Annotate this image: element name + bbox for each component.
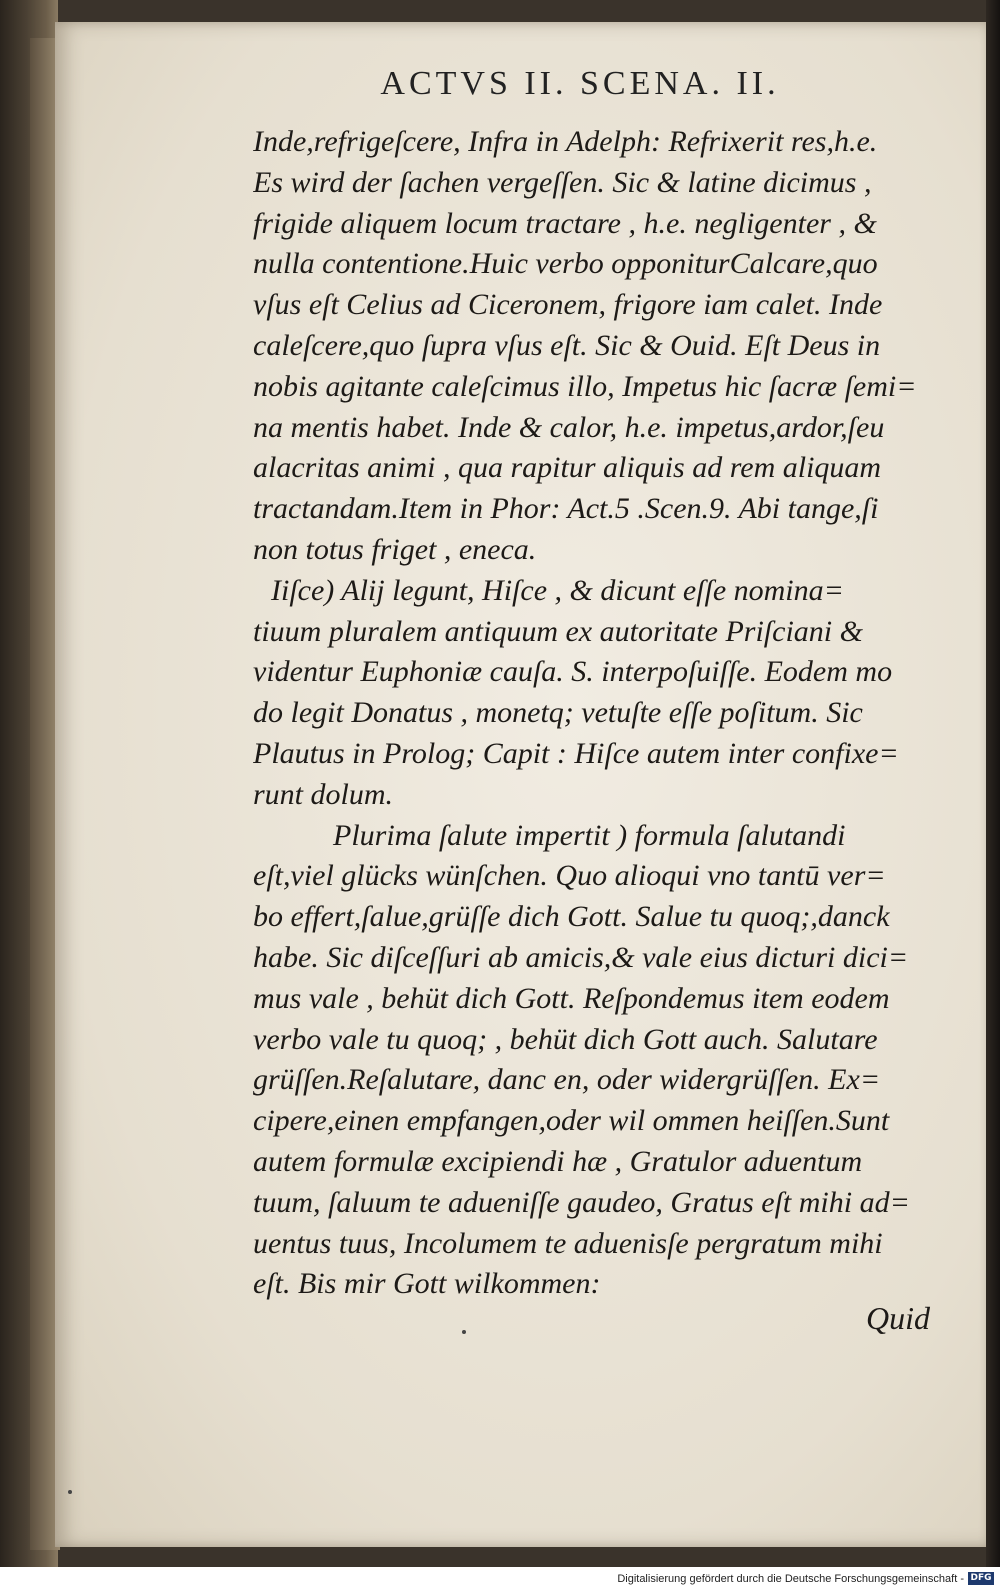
- text-line: Iiſce) Alij legunt, Hiſce , & dicunt eſſe nomina=: [271, 573, 844, 607]
- text-line: cipere,einen empfangen,oder wil ommen heiſſen.Sunt: [253, 1104, 890, 1138]
- text-line: mus vale , behüt dich Gott. Reſpondemus item eodem: [253, 981, 890, 1015]
- text-line: tuum, ſaluum te adueniſſe gaudeo, Gratus eſt mihi ad=: [253, 1185, 910, 1219]
- ink-speck: [462, 1330, 466, 1334]
- text-line: uentus tuus, Incolumem te aduenisſe pergratum mihi: [253, 1226, 883, 1260]
- text-line: Plautus in Prolog; Capit : Hiſce autem inter confixe=: [253, 736, 899, 770]
- text-line: tiuum pluralem antiquum ex autoritate Priſciani &: [253, 614, 863, 648]
- running-header: ACTVS II. SCENA. II.: [380, 65, 780, 102]
- text-line: non totus friget , eneca.: [253, 532, 537, 566]
- text-line: autem formulæ excipiendi hæ , Gratulor aduentum: [253, 1144, 863, 1178]
- digitization-footer: [0, 1567, 1000, 1589]
- text-line: grüſſen.Reſalutare, danc en, oder widergrüſſen. Ex=: [253, 1063, 881, 1097]
- text-line: eſt. Bis mir Gott wilkommen:: [253, 1267, 601, 1301]
- right-page-edge: [986, 0, 1000, 1589]
- text-line: tractandam.Item in Phor: Act.5 .Scen.9. Abi tange,ſi: [253, 492, 879, 526]
- text-line: runt dolum.: [253, 777, 394, 811]
- text-line: frigide aliquem locum tractare , h.e. negligenter , &: [253, 206, 877, 240]
- text-line: Inde,refrigeſcere, Infra in Adelph: Refrixerit res,h.e.: [253, 125, 878, 158]
- text-line: Es wird der ſachen vergeſſen. Sic & latine dicimus ,: [253, 165, 872, 199]
- funding-credit: Digitalisierung gefördert durch die Deutsche Forschungsgemeinschaft -: [617, 1573, 964, 1585]
- text-line: verbo vale tu quoq; , behüt dich Gott auch. Salutare: [253, 1022, 878, 1056]
- dfg-logo-icon: DFG: [968, 1572, 994, 1585]
- text-line: videntur Euphoniæ cauſa. S. interpoſuiſſe. Eodem mo: [253, 655, 893, 689]
- body-text: [253, 122, 933, 1305]
- text-line: nulla contentione.Huic verbo opponiturCalcare,quo: [253, 247, 878, 281]
- text-line: caleſcere,quo ſupra vſus eſt. Sic & Ouid. Eſt Deus in: [253, 328, 881, 362]
- catchword: Quid: [866, 1300, 930, 1336]
- text-line: do legit Donatus , monetq; vetuſte eſſe poſitum. Sic: [253, 696, 863, 730]
- text-line: nobis agitante caleſcimus illo, Impetus hic ſacræ ſemi=: [253, 369, 917, 403]
- ink-speck: [68, 1490, 72, 1494]
- text-line: bo effert,ſalue,grüſſe dich Gott. Salue tu quoq;,danck: [253, 900, 890, 934]
- text-line: vſus eſt Celius ad Ciceronem, frigore iam calet. Inde: [253, 288, 883, 322]
- text-line: Plurima ſalute impertit ) formula ſalutandi: [333, 818, 846, 852]
- text-line: eſt,viel glücks wünſchen. Quo alioqui vno tantū ver=: [253, 859, 886, 893]
- text-line: habe. Sic diſceſſuri ab amicis,& vale eius dicturi dici=: [253, 940, 909, 974]
- text-line: na mentis habet. Inde & calor, h.e. impetus,ardor,ſeu: [253, 410, 885, 444]
- text-line: alacritas animi , qua rapitur aliquis ad rem aliquam: [253, 451, 882, 485]
